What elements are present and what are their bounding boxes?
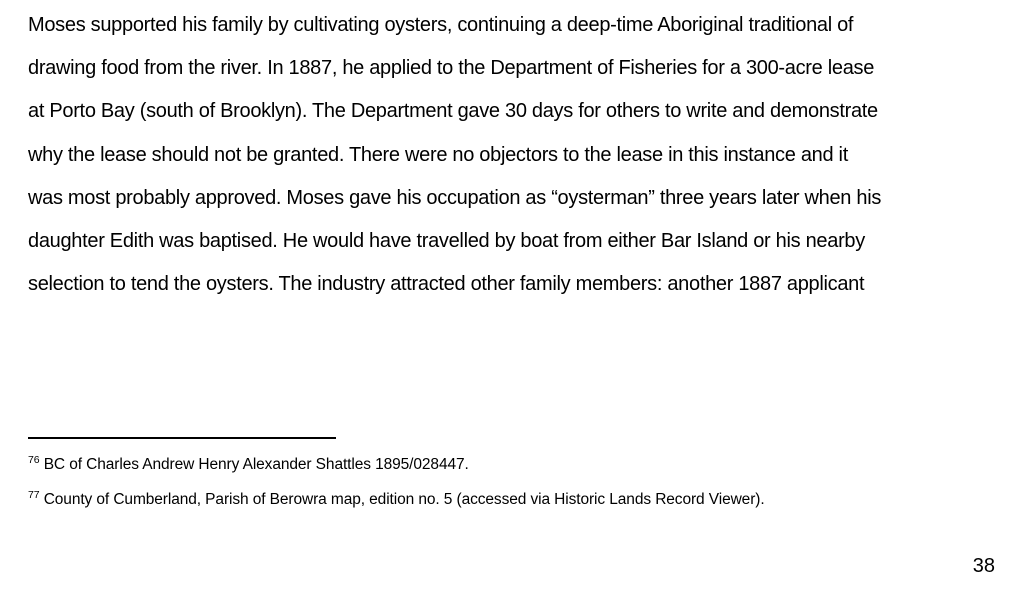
footnote-text: BC of Charles Andrew Henry Alexander Shattles 1895/028447.	[39, 456, 469, 473]
body-line: was most probably approved. Moses gave his occupation as “oysterman” three years later when his	[28, 186, 882, 209]
body-line: selection to tend the oysters. The industry attracted other family members: another 1887 applicant	[28, 273, 865, 296]
body-paragraph	[28, 9, 1003, 311]
footnote-77	[28, 491, 765, 509]
body-line: drawing food from the river. In 1887, he applied to the Department of Fisheries for a 300-acre lease	[28, 57, 875, 80]
body-line: why the lease should not be granted. There were no objectors to the lease in this instance and it	[28, 143, 848, 166]
body-line: at Porto Bay (south of Brooklyn). The Department gave 30 days for others to write and demonstrate	[28, 100, 878, 123]
footnote-text: County of Cumberland, Parish of Berowra map, edition no. 5 (accessed via Historic Lands Record Viewer).	[39, 491, 765, 508]
footnote-number: 76	[28, 454, 40, 466]
footnote-number: 77	[28, 489, 40, 501]
body-line: Moses supported his family by cultivating oysters, continuing a deep-time Aboriginal traditional of	[28, 14, 854, 36]
body-line: daughter Edith was baptised. He would have travelled by boat from either Bar Island or his nearby	[28, 229, 865, 252]
footnote-separator	[28, 437, 336, 439]
footnote-76	[28, 456, 469, 474]
page-number: 38	[972, 555, 995, 577]
